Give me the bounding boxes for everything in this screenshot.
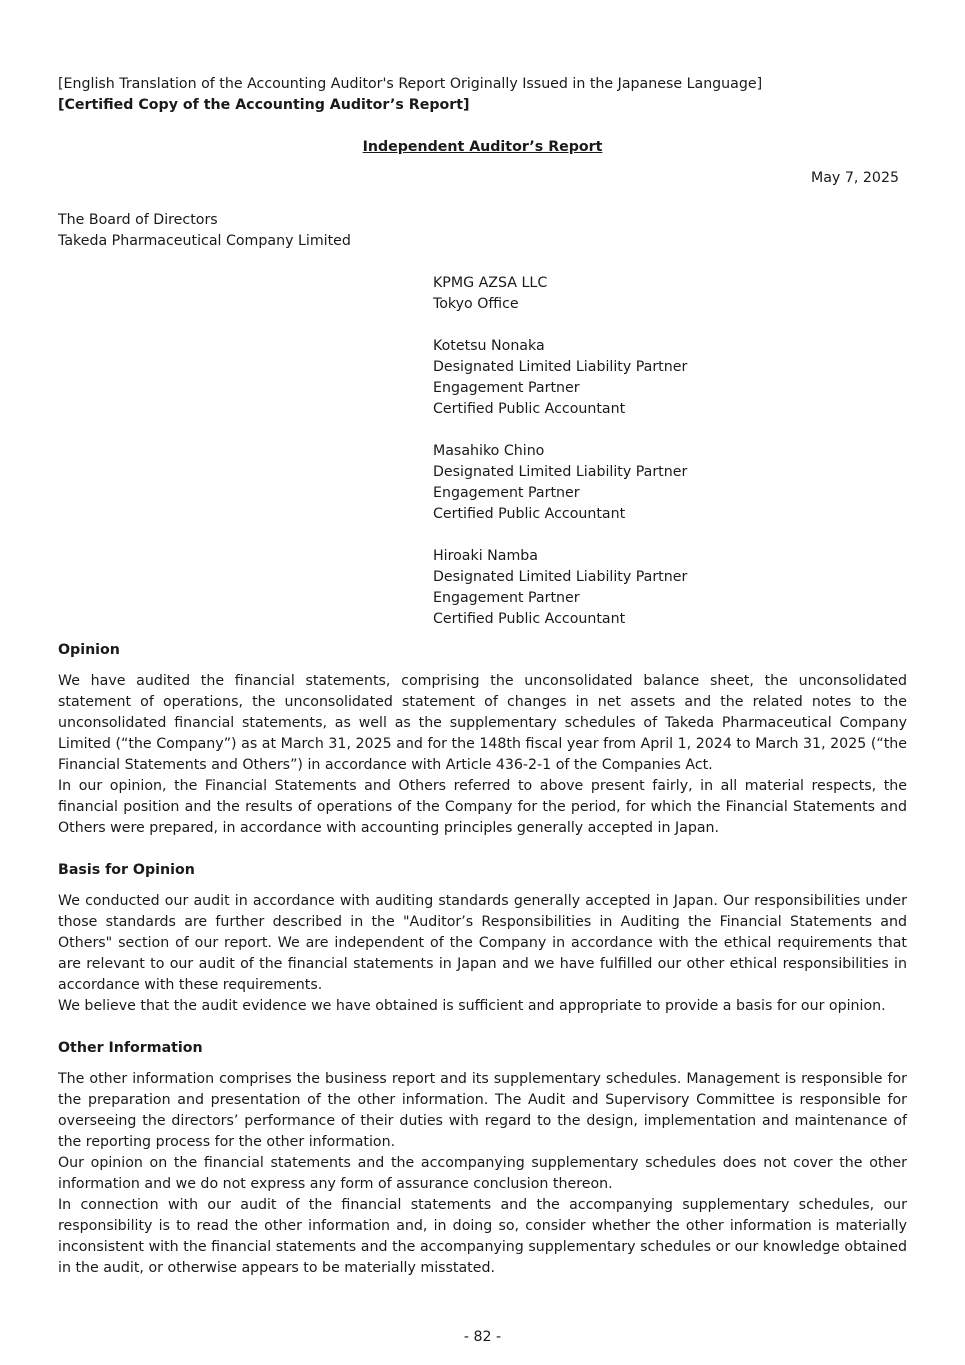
signatory-role: Designated Limited Liability Partner: [433, 569, 688, 585]
signatory-role: Designated Limited Liability Partner: [433, 359, 688, 375]
addressee-line1: The Board of Directors: [58, 212, 218, 228]
page-number: - 82 -: [463, 1329, 502, 1345]
firm-name: KPMG AZSA LLC: [433, 275, 548, 291]
signatory-role: Certified Public Accountant: [433, 401, 626, 417]
basis-heading: Basis for Opinion: [58, 862, 195, 878]
signatory-role: Certified Public Accountant: [433, 611, 626, 627]
signatory-name: Kotetsu Nonaka: [433, 338, 545, 354]
basis-paragraph: We believe that the audit evidence we have obtained is sufficient and appropriate to provide a basis for our opinion.: [58, 998, 886, 1014]
opinion-heading: Opinion: [58, 642, 120, 658]
signatory-role: Engagement Partner: [433, 485, 580, 501]
report-date: May 7, 2025: [811, 170, 899, 186]
basis-paragraph: We conducted our audit in accordance with auditing standards generally accepted in Japan. Our responsibilities under those standards are further described in the "Auditor’s Responsibilities in Auditing the Financial Statements and Others" section of our report. We are independent of the Company in accordance with the ethical requirements that are relevant to our audit of the financial statements in Japan and we have fulfilled our other ethical responsibilities in accordance with these requirements.: [58, 893, 907, 993]
signature-block: [433, 273, 907, 630]
firm-office: Tokyo Office: [433, 296, 519, 312]
other-information-heading: Other Information: [58, 1040, 203, 1056]
other-information-paragraph: The other information comprises the business report and its supplementary schedules. Management is responsible for the preparation and presentation of the other information. The Audit and Supervisory Committee is responsible for overseeing the directors’ performance of their duties with regard to the design, implementation and maintenance of the reporting process for the other information.: [58, 1071, 907, 1150]
signatory-name: Masahiko Chino: [433, 443, 545, 459]
other-information-paragraph: In connection with our audit of the financial statements and the accompanying supplementary schedules, our responsibility is to read the other information and, in doing so, consider whether the other information is materially inconsistent with the financial statements and the accompanying supplementary schedules or our knowledge obtained in the audit, or otherwise appears to be materially misstated.: [58, 1197, 907, 1276]
opinion-paragraph: In our opinion, the Financial Statements and Others referred to above present fairly, in all material respects, the financial position and the results of operations of the Company for the period, for which the Financial Statements and Others were prepared, in accordance with accounting principles generally accepted in Japan.: [58, 778, 907, 836]
signatory-role: Certified Public Accountant: [433, 506, 626, 522]
opinion-paragraph: We have audited the financial statements, comprising the unconsolidated balance sheet, the unconsolidated statement of operations, the unconsolidated statement of changes in net assets and the related notes to the unconsolidated financial statements, as well as the supplementary schedules of Takeda Pharmaceutical Company Limited (“the Company”) as at March 31, 2025 and for the 148th fiscal year from April 1, 2024 to March 31, 2025 (“the Financial Statements and Others”) in accordance with Article 436-2-1 of the Companies Act.: [58, 673, 907, 773]
translation-note: [English Translation of the Accounting Auditor's Report Originally Issued in the Japanese Language]: [58, 76, 763, 92]
other-information-paragraph: Our opinion on the financial statements and the accompanying supplementary schedules does not cover the other information and we do not express any form of assurance conclusion thereon.: [58, 1155, 907, 1192]
signatory-role: Engagement Partner: [433, 380, 580, 396]
signatory-role: Designated Limited Liability Partner: [433, 464, 688, 480]
report-title: Independent Auditor’s Report: [362, 139, 603, 155]
addressee-line2: Takeda Pharmaceutical Company Limited: [58, 233, 351, 249]
signatory-name: Hiroaki Namba: [433, 548, 538, 564]
report-page: [58, 74, 907, 1279]
certified-copy-label: [Certified Copy of the Accounting Auditor’s Report]: [58, 97, 470, 113]
signatory-role: Engagement Partner: [433, 590, 580, 606]
